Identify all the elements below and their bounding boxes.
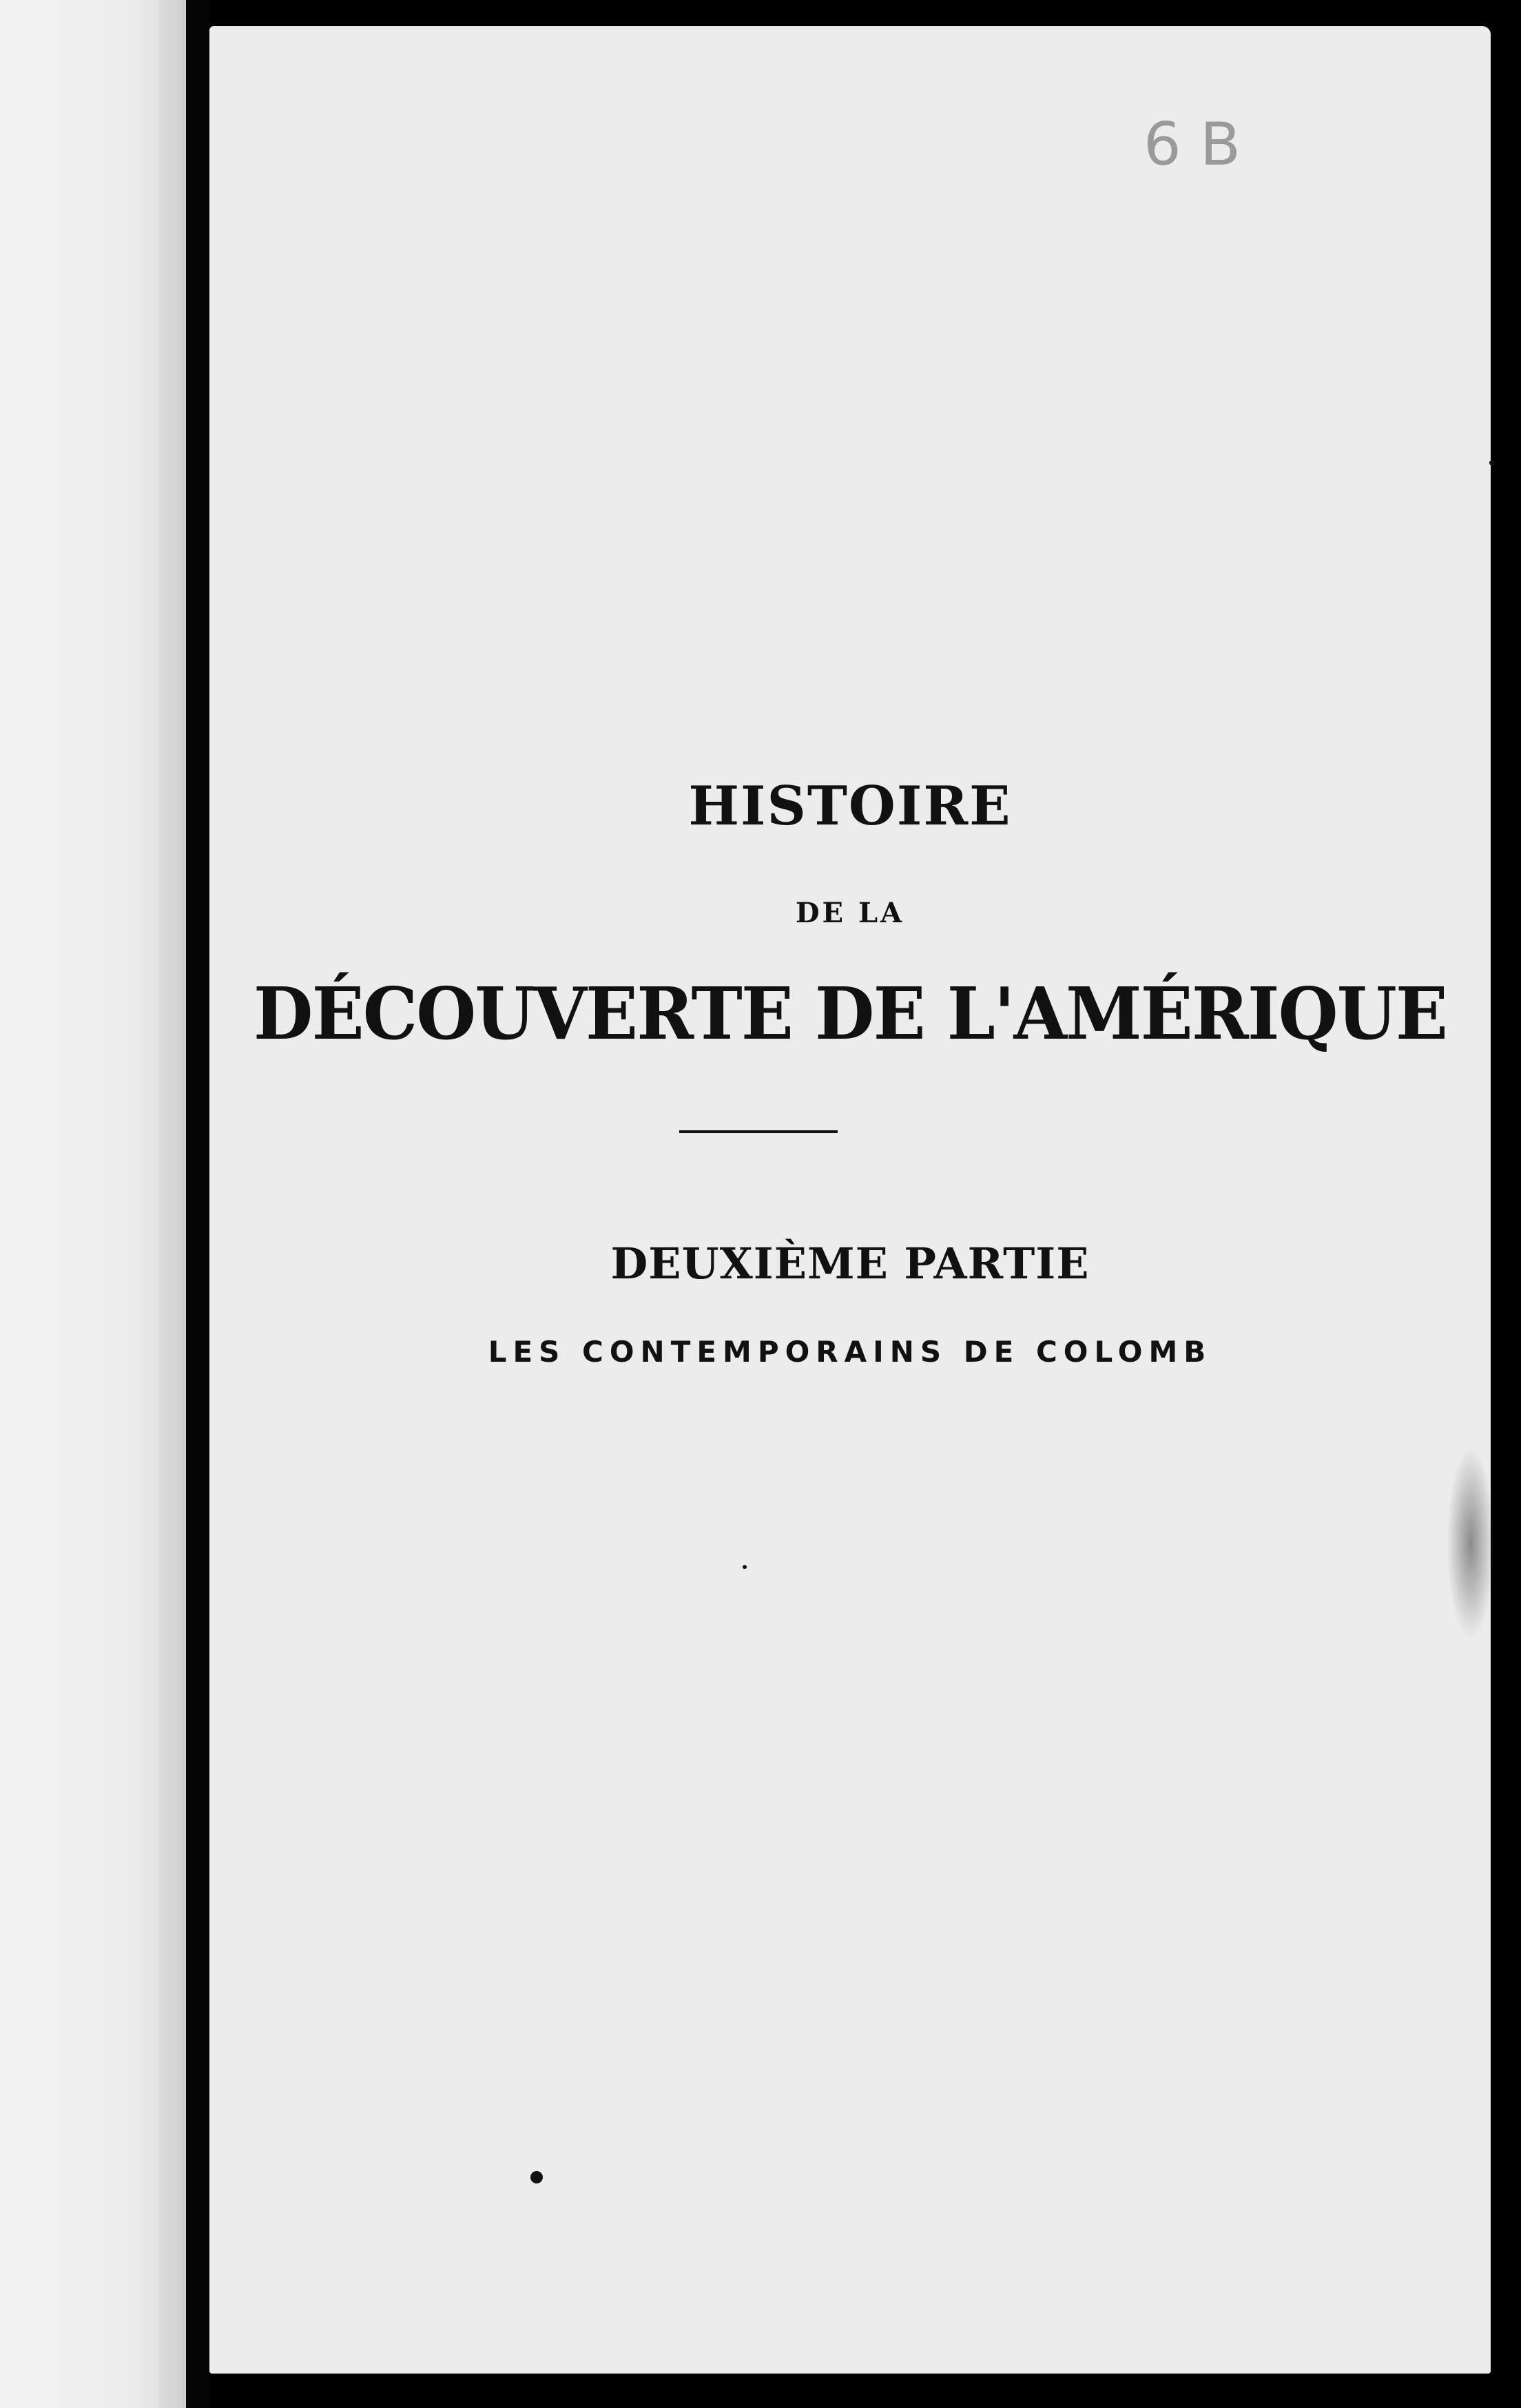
ink-speck	[743, 1565, 747, 1569]
title-divider	[679, 1130, 838, 1133]
book-gutter	[186, 0, 209, 2408]
title-line-histoire: HISTOIRE	[688, 775, 1012, 838]
part-heading: DEUXIÈME PARTIE	[610, 1238, 1090, 1289]
handwritten-shelfmark: 6 B	[1144, 110, 1241, 179]
ink-speck	[1489, 460, 1495, 466]
title-line-de-la: DE LA	[795, 897, 905, 929]
left-page-fold	[158, 0, 186, 2408]
part-subtitle: LES CONTEMPORAINS DE COLOMB	[488, 1335, 1212, 1369]
ink-speck	[530, 2171, 543, 2183]
page-stain	[1447, 1446, 1495, 1639]
main-title: DÉCOUVERTE DE L'AMÉRIQUE	[253, 971, 1447, 1056]
title-page	[209, 26, 1491, 2374]
